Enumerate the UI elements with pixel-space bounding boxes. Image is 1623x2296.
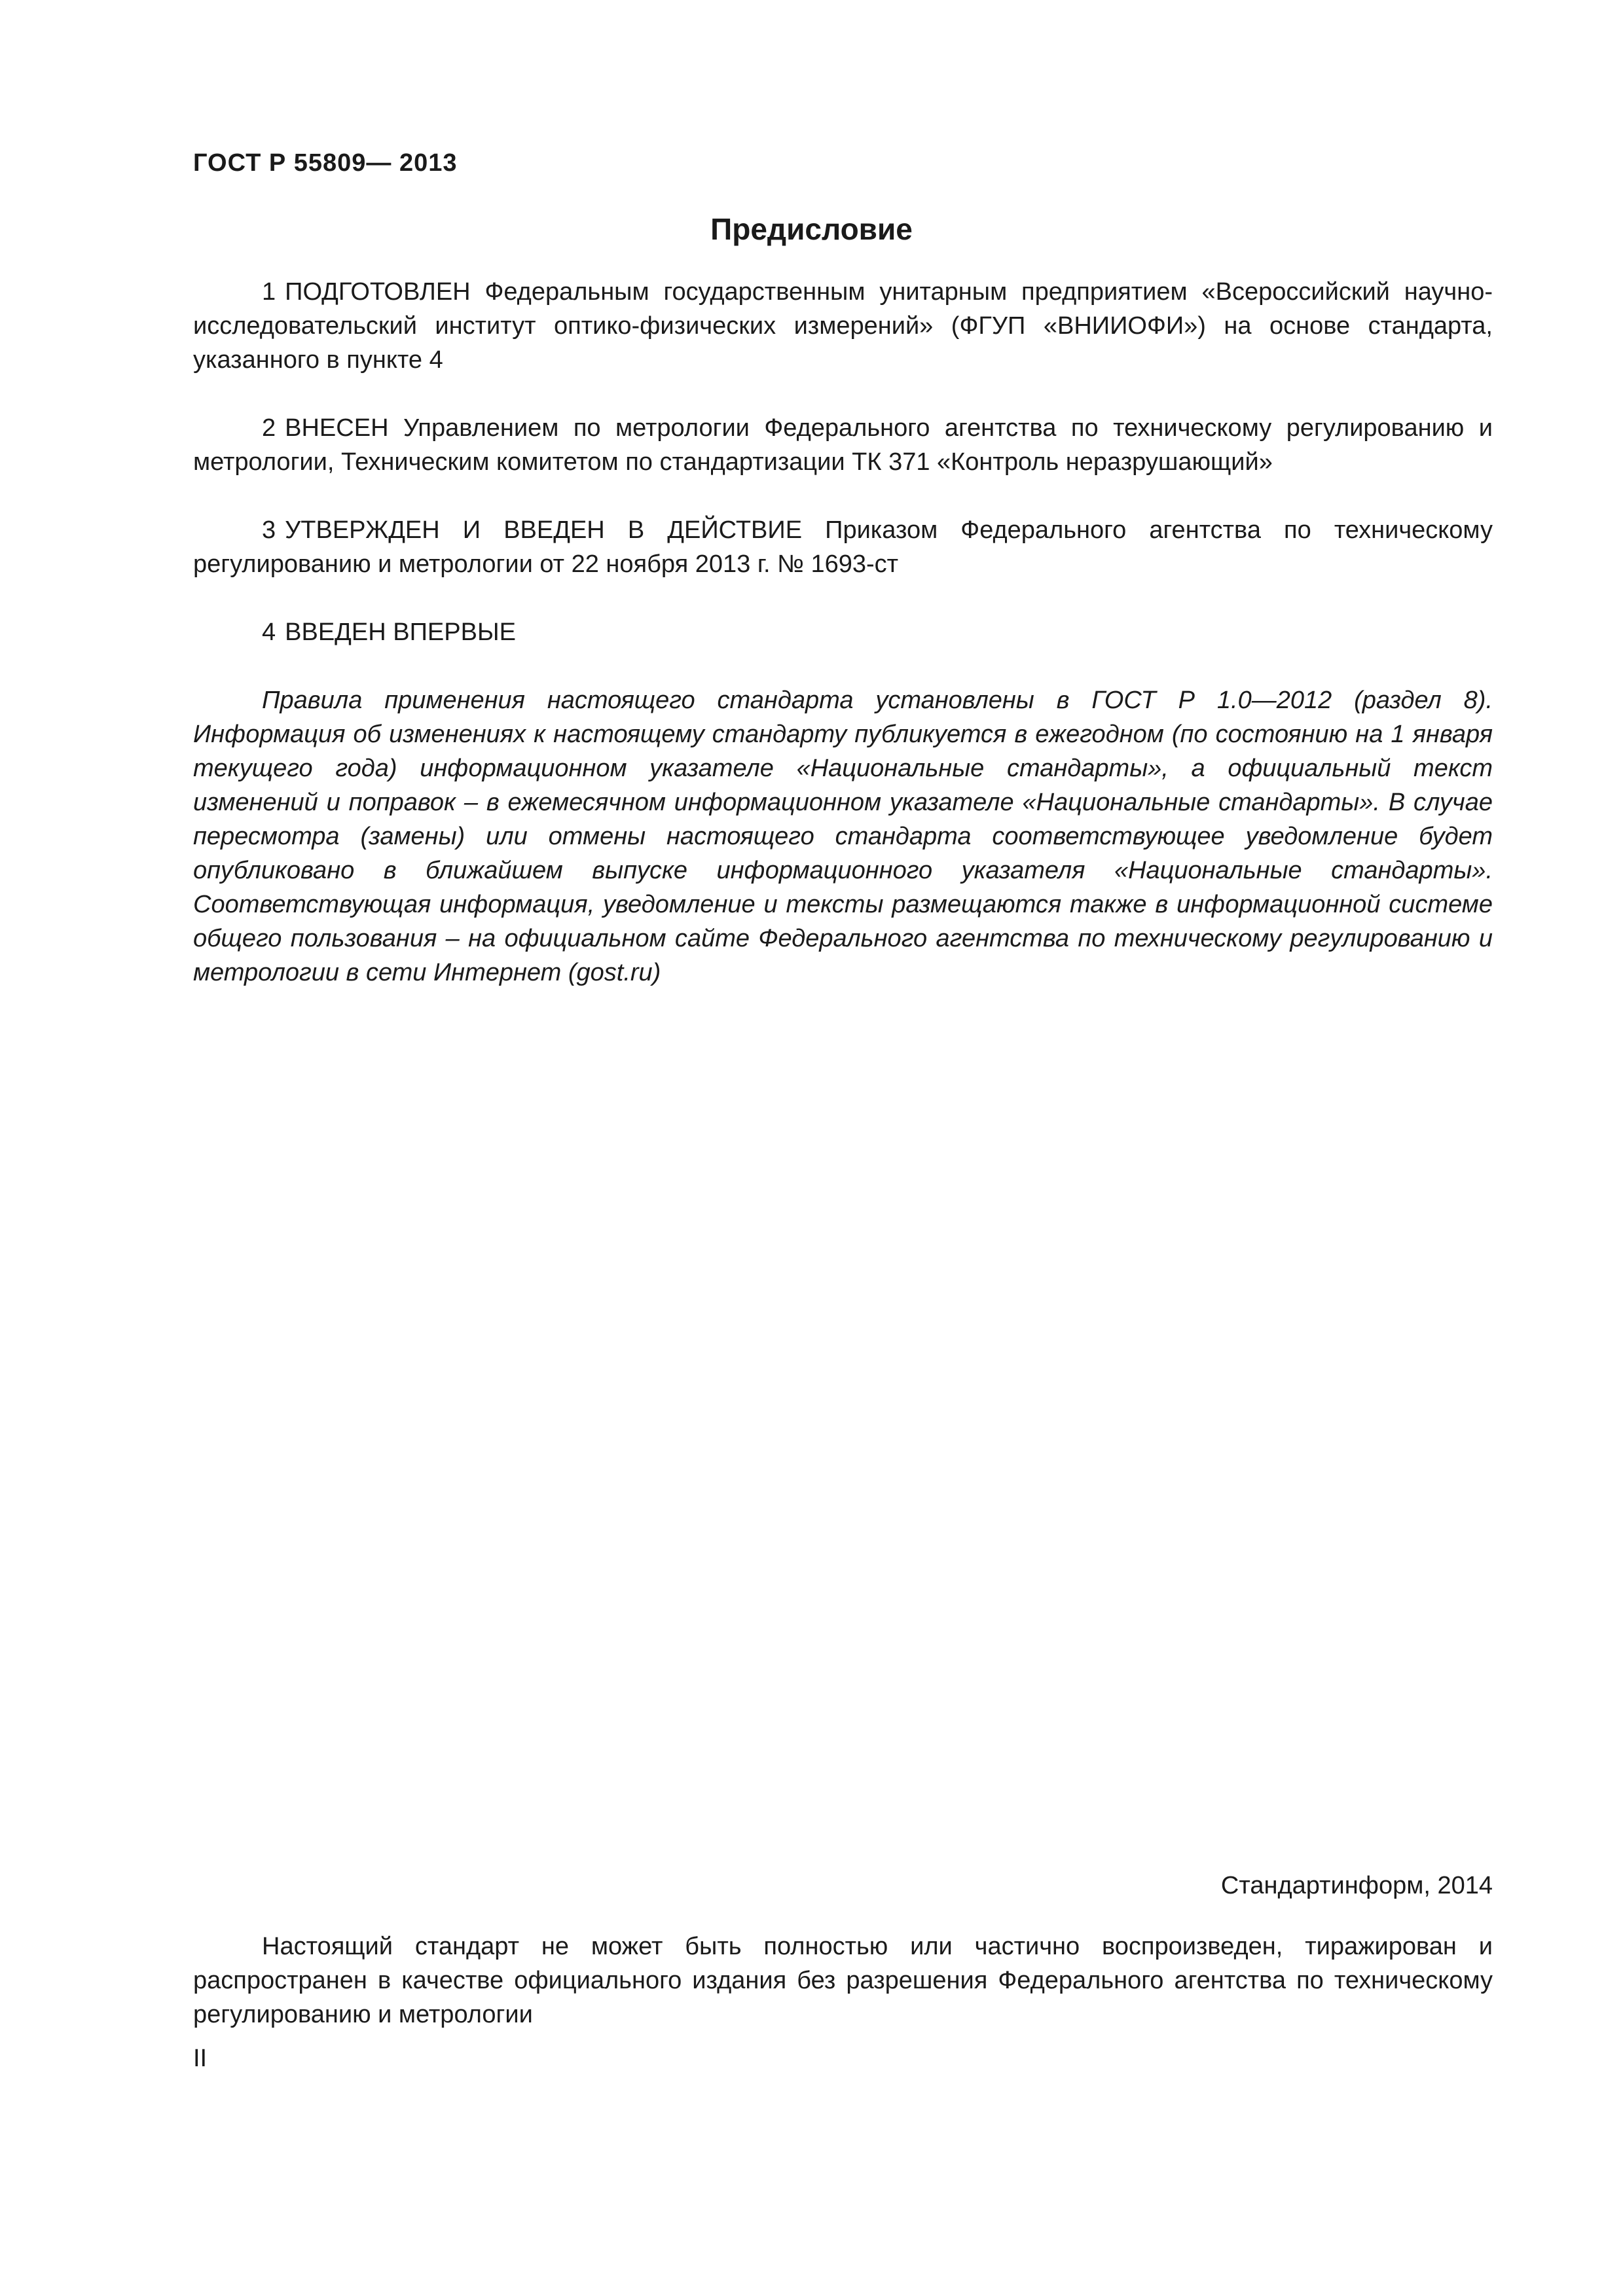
item-number: 1 xyxy=(262,278,276,306)
foreword-item-3 xyxy=(193,513,1493,581)
foreword-body xyxy=(193,275,1493,1024)
item-text: УТВЕРЖДЕН И ВВЕДЕН В ДЕЙСТВИЕ Приказом Федерального агентства по техническому регулированию и метрологии от 22 ноября 2013 г. № 1693-ст xyxy=(193,516,1493,578)
foreword-item-1 xyxy=(193,275,1493,377)
item-number: 2 xyxy=(262,414,276,442)
foreword-item-4 xyxy=(193,615,1493,649)
item-number: 4 xyxy=(262,619,276,646)
copyright-notice: Настоящий стандарт не может быть полностью или частично воспроизведен, тиражирован и распространен в качестве официального издания без разрешения Федерального агентства по техническому регулированию и метрологии xyxy=(193,1933,1493,2028)
publisher-line: Стандартинформ, 2014 xyxy=(1220,1872,1493,1899)
item-text: ВНЕСЕН Управлением по метрологии Федерального агентства по техническому регулированию и метрологии, Техническим комитетом по стандартизации ТК 371 «Контроль неразрушающий» xyxy=(193,414,1493,476)
rules-note: Правила применения настоящего стандарта установлены в ГОСТ Р 1.0—2012 (раздел 8). Информация об изменениях к настоящему стандарту публикуется в ежегодном (по состоянию на 1 января текущего года) информационном указателе «Национальные стандарты», а официальный текст изменений и поправок – в ежемесячном информационном указателе «Национальные стандарты». В случае пересмотра (замены) или отмены настоящего стандарта соответствующее уведомление будет опубликовано в ближайшем выпуске информационного указателя «Национальные стандарты». Соответствующая информация, уведомление и тексты размещаются также в информационной системе общего пользования – на официальном сайте Федерального агентства по техническому регулированию и метрологии в сети Интернет (gost.ru) xyxy=(193,687,1493,986)
standard-header: ГОСТ Р 55809— 2013 xyxy=(193,149,458,177)
page-number: II xyxy=(193,2045,208,2072)
item-text: ВВЕДЕН ВПЕРВЫЕ xyxy=(285,619,516,646)
page-title: Предисловие xyxy=(710,212,913,246)
foreword-item-2 xyxy=(193,411,1493,479)
item-number: 3 xyxy=(262,516,276,544)
item-text: ПОДГОТОВЛЕН Федеральным государственным унитарным предприятием «Всероссийский научно-исследовательский институт оптико-физических измерений» (ФГУП «ВНИИОФИ») на основе стандарта, указанного в пункте 4 xyxy=(193,278,1493,374)
